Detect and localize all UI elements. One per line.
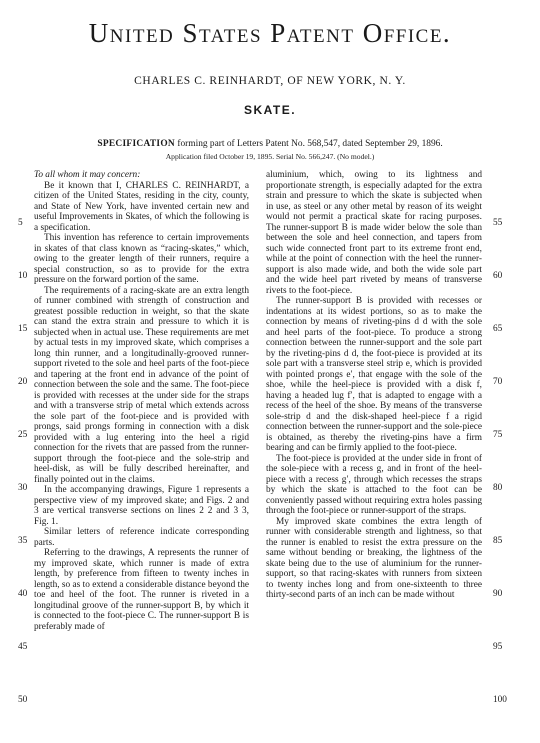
inventor-line: CHARLES C. REINHARDT, OF NEW YORK, N. Y.: [134, 75, 406, 87]
paragraph: The requirements of a racing-skate are an extra length of runner combined with strength of construction and greatest possible reduction in weight, so that the skate can stand the extra strain and pressure to which it is subjected when in actual use. These requirements are met by actual tests in my improved skate, which comprises a long thin runner, and a longitudinally-grooved runner-support riveted to the sole and heel parts of the foot-piece and tapering at the front end in advance of the point of connection between the sole and the same. The foot-piece is provided with recesses at the under side for the straps and with a transverse strip of metal which extends across the sole part of the foot-piece and is provided with prongs, said prongs forming in connection with a disk provided with a lug entering into the heel a rigid connection for the rivets that are passed from the runner-support through the foot-piece and the sole-strip and heel-disk, as will be fully described hereinafter, and finally pointed out in the claims.: [34, 285, 249, 485]
specification-text: forming part of Letters Patent No. 568,547, dated September 29, 1896.: [175, 139, 443, 149]
line-number: 70: [493, 377, 503, 387]
paragraph: aluminium, which, owing to its lightness and proportionate strength, is especially adapted for the extra strain and pressure to which the skate is subjected when in use, as steel or any other metal by reason of its weight would not permit a practical skate for racing purposes. The runner-support B is made wider below the sole than between the sole and heel connection, and tapers from such wide connected front part to its extreme front end, while at the point of connection with the heel the runner-support is also made wide, and both the wide sole part and the wide heel part riveted by means of transverse rivets to the foot-piece.: [266, 170, 482, 296]
subject-title: SKATE.: [243, 103, 297, 117]
line-number: 20: [18, 377, 28, 387]
office-title: United States Patent Office.: [88, 18, 452, 48]
line-number: 30: [18, 483, 28, 493]
line-number: 65: [493, 324, 503, 334]
line-number: 40: [18, 589, 28, 599]
line-number: 35: [18, 536, 28, 546]
paragraph: The runner-support B is provided with recesses or indentations at its widest portions, so as to make the connection by means of riveting-pins d d with the sole and heel parts of the foot-piece. To produce a strong connection between the runner-support and the sole part by the riveting-pins d d, the foot-piece is provided at its sole part with a transverse steel strip e, which is provided with pointed prongs e′, that engage with the sole of the shoe, while the heel-piece is provided with a disk f, having a headed lug f′, that is adapted to engage with a recess of the heel of the shoe. By means of the transverse sole-strip d and the disk-shaped heel-piece f a rigid connection between the runner-support and the sole-piece is obtained, as thereby the riveting-pins have a firm bearing and can be firmly applied to the foot-piece.: [266, 296, 482, 453]
line-number: 15: [18, 324, 28, 334]
paragraph: Similar letters of reference indicate corresponding parts.: [34, 527, 249, 548]
line-number: 80: [493, 483, 503, 493]
paragraph: Referring to the drawings, A represents the runner of my improved skate, which runner is made of extra length, by preference from fifteen to twenty inches in length, so as to extend a considerable distance beyond the toe and heel of the foot. The runner is riveted in a longitudinal groove of the runner-support B, by which it is connected to the foot-piece C. The runner-support B is preferably made of: [34, 548, 249, 632]
line-number: 95: [493, 642, 503, 652]
paragraph: My improved skate combines the extra length of runner with considerable strength and lightness, so that the runner is enabled to resist the extra pressure on the same without bending or breaking, the lightness of the skate being due to the use of aluminium for the runner-support, so that racing-skates with runners from sixteen to twenty inches long and from one-sixteenth to three thirty-second parts of an inch can be made without: [266, 516, 482, 600]
line-number: 45: [18, 642, 28, 652]
paragraph: In the accompanying drawings, Figure 1 represents a perspective view of my improved skate; and Figs. 2 and 3 are vertical transverse sections on lines 2 2 and 3 3, Fig. 1.: [34, 485, 249, 527]
right-column: [266, 170, 482, 601]
line-number: 25: [18, 430, 28, 440]
line-number: 75: [493, 430, 503, 440]
left-column: [34, 170, 249, 632]
line-number: 10: [18, 271, 28, 281]
salutation: To all whom it may concern:: [34, 170, 141, 180]
paragraph: Be it known that I, CHARLES C. REINHARDT, a citizen of the United States, residing in the city, county, and State of New York, have invented certain new and useful Improvements in Skates, of which the following is a specification.: [34, 180, 249, 233]
line-number: 5: [18, 218, 23, 228]
line-number: 90: [493, 589, 503, 599]
line-number: 100: [493, 695, 507, 705]
line-number: 60: [493, 271, 503, 281]
paragraph: This invention has reference to certain improvements in skates of that class known as “racing-skates,” which, owing to the greater length of their runners, require a special construction, so as to provide for the extra pressure on the forward portion of the same.: [34, 233, 249, 285]
line-number: 85: [493, 536, 503, 546]
paragraph: The foot-piece is provided at the under side in front of the sole-piece with a recess g, and in front of the heel-piece with a recess g′, through which recesses the straps by which the skate is attached to the foot can be conveniently passed without requiring extra holes passing through the foot-piece or runner-support of the straps.: [266, 453, 482, 516]
application-line: Application filed October 19, 1895. Serial No. 566,247. (No model.): [165, 152, 375, 161]
specification-lead: SPECIFICATION: [97, 139, 176, 149]
line-number: 50: [18, 695, 28, 705]
line-number: 55: [493, 218, 503, 228]
specification-line: [0, 139, 540, 149]
